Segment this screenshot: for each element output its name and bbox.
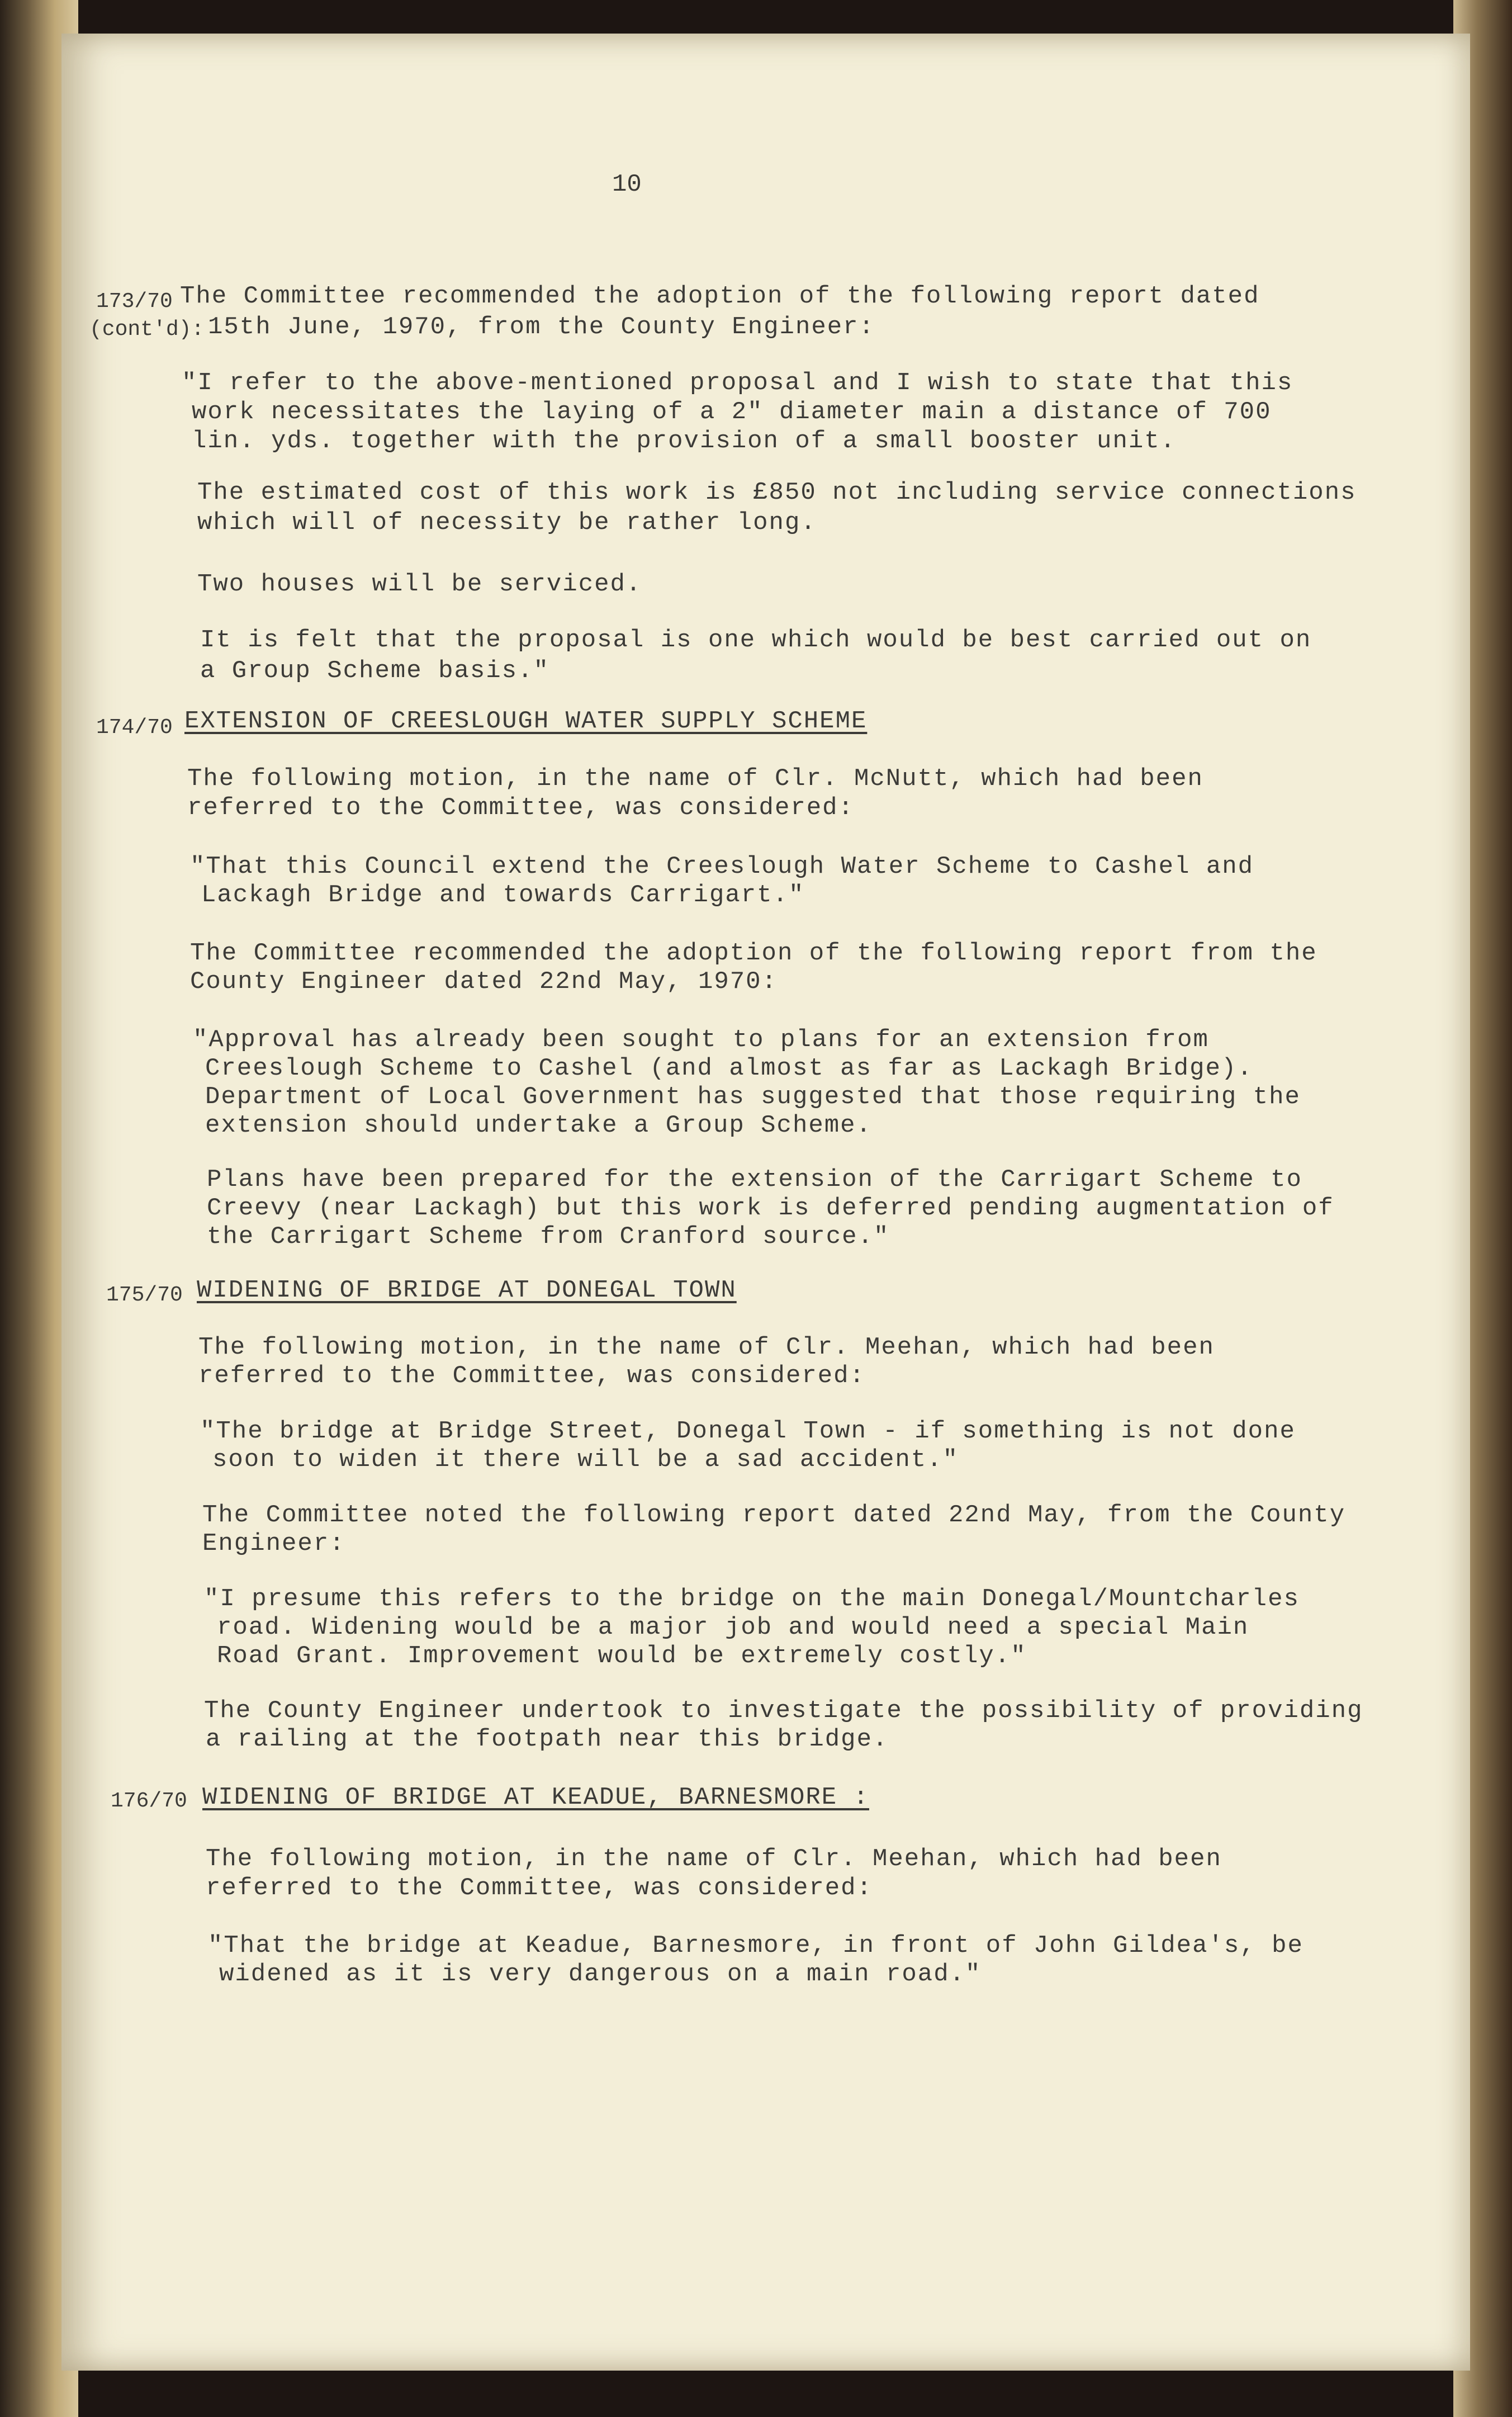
quote-line: Two houses will be serviced. — [197, 570, 642, 598]
minute-ref: 176/70 — [111, 1789, 187, 1813]
quote-line: "That the bridge at Keadue, Barnesmore, in front of John Gildea's, be — [208, 1932, 1304, 1960]
quote-line: Creevy (near Lackagh) but this work is deferred pending augmentation of — [207, 1194, 1334, 1222]
text-line: County Engineer dated 22nd May, 1970: — [190, 968, 778, 996]
section-heading: WIDENING OF BRIDGE AT DONEGAL TOWN — [197, 1276, 737, 1304]
quote-line: extension should undertake a Group Scheme. — [205, 1111, 872, 1139]
text-line: a railing at the footpath near this bridge. — [206, 1725, 889, 1753]
text-line: The County Engineer undertook to investigate the possibility of providing — [204, 1697, 1363, 1725]
page-number: 10 — [612, 171, 642, 198]
text-line: The Committee noted the following report dated 22nd May, from the County — [202, 1501, 1346, 1529]
quote-line: road. Widening would be a major job and would need a special Main — [217, 1614, 1249, 1642]
quote-line: the Carrigart Scheme from Cranford source." — [207, 1223, 890, 1251]
minute-ref: 173/70 — [96, 290, 173, 314]
quote-line: widened as it is very dangerous on a main road." — [219, 1960, 982, 1988]
quote-line: It is felt that the proposal is one which would be best carried out on — [200, 626, 1312, 654]
text-line: The Committee recommended the adoption of the following report dated — [180, 282, 1260, 310]
section-heading: EXTENSION OF CREESLOUGH WATER SUPPLY SCHEME — [184, 707, 868, 735]
text-line: referred to the Committee, was considered: — [206, 1874, 873, 1902]
text-line: Engineer: — [202, 1530, 345, 1558]
text-line: The following motion, in the name of Clr. McNutt, which had been — [187, 765, 1203, 793]
text-line: The following motion, in the name of Clr. Meehan, which had been — [206, 1845, 1222, 1873]
quote-line: "That this Council extend the Creeslough Water Scheme to Cashel and — [190, 853, 1254, 881]
text-line: referred to the Committee, was considered: — [187, 794, 854, 822]
quote-line: Lackagh Bridge and towards Carrigart." — [201, 881, 805, 909]
quote-line: Creeslough Scheme to Cashel (and almost as far as Lackagh Bridge). — [205, 1054, 1253, 1082]
text-line: referred to the Committee, was considered: — [198, 1362, 865, 1390]
quote-line: lin. yds. together with the provision of a small booster unit. — [192, 427, 1177, 455]
minute-ref-continued: (cont'd): — [89, 318, 205, 342]
text-line: 15th June, 1970, from the County Engineer: — [208, 313, 875, 341]
quote-line: Department of Local Government has suggested that those requiring the — [205, 1083, 1301, 1111]
quote-line: The estimated cost of this work is £850 not including service connections — [197, 479, 1357, 507]
quote-line: "I presume this refers to the bridge on the main Donegal/Mountcharles — [204, 1585, 1300, 1613]
quote-line: "Approval has already been sought to plans for an extension from — [193, 1026, 1209, 1054]
quote-line: Road Grant. Improvement would be extremely costly." — [217, 1642, 1027, 1670]
quote-line: "The bridge at Bridge Street, Donegal Town - if something is not done — [200, 1417, 1296, 1445]
section-heading: WIDENING OF BRIDGE AT KEADUE, BARNESMORE : — [202, 1784, 869, 1811]
quote-line: "I refer to the above-mentioned proposal and I wish to state that this — [182, 369, 1293, 397]
minute-ref: 175/70 — [106, 1283, 183, 1307]
text-line: The Committee recommended the adoption of the following report from the — [190, 939, 1317, 967]
minute-ref: 174/70 — [96, 716, 173, 740]
quote-line: soon to widen it there will be a sad accident." — [212, 1446, 959, 1474]
quote-line: work necessitates the laying of a 2" diameter main a distance of 700 — [192, 398, 1272, 426]
text-line: The following motion, in the name of Clr. Meehan, which had been — [198, 1333, 1215, 1361]
quote-line: which will of necessity be rather long. — [197, 509, 817, 537]
quote-line: a Group Scheme basis." — [200, 657, 549, 685]
quote-line: Plans have been prepared for the extension of the Carrigart Scheme to — [207, 1166, 1302, 1194]
